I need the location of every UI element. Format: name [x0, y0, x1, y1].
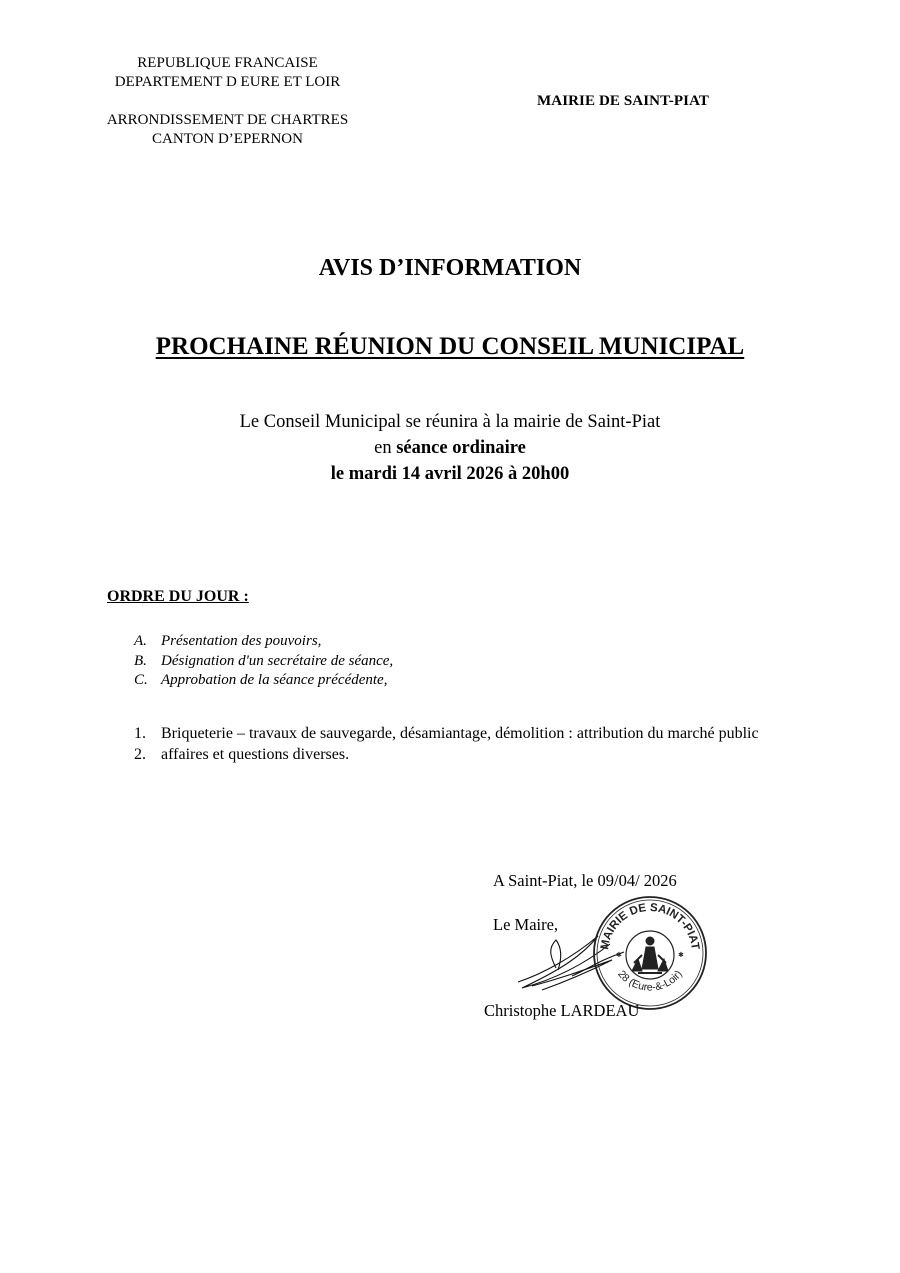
list-item	[134, 632, 393, 652]
list-marker: C.	[134, 672, 148, 688]
list-item-text: Présentation des pouvoirs,	[161, 633, 322, 649]
list-item-text: affaires et questions diverses.	[161, 746, 350, 763]
svg-text:28 (Eure-&-Loir)	[615, 968, 685, 993]
seal-text-bottom: 28 (Eure-&-Loir)	[615, 968, 685, 994]
agenda-numbered-list	[134, 724, 814, 766]
svg-text:✱: ✱	[678, 951, 684, 959]
intro-line-2	[0, 435, 900, 461]
signer-name: Christophe LARDEAU	[484, 1001, 640, 1020]
intro-prefix: en	[374, 438, 397, 458]
header-mairie: MAIRIE DE SAINT-PIAT	[537, 93, 710, 109]
list-item	[134, 745, 814, 765]
agenda-heading: ORDRE DU JOUR :	[107, 588, 249, 605]
header-left-block	[100, 54, 355, 149]
list-item-text: Briqueterie – travaux de sauvegarde, désamiantage, démolition : attribution du marché public	[161, 725, 759, 742]
list-marker: B.	[134, 652, 147, 669]
list-marker: A.	[134, 633, 147, 649]
list-item-text: Désignation d'un secrétaire de séance,	[161, 652, 394, 669]
list-marker: 2.	[134, 746, 146, 763]
meeting-intro	[0, 409, 900, 487]
seal-text-top: MAIRIE DE SAINT-PIAT	[598, 901, 701, 951]
list-item	[134, 671, 393, 691]
intro-line-1: Le Conseil Municipal se réunira à la mairie de Saint-Piat	[239, 412, 661, 432]
page-title: AVIS D’INFORMATION	[318, 255, 582, 281]
svg-text:✱: ✱	[616, 951, 622, 959]
page-subtitle: PROCHAINE RÉUNION DU CONSEIL MUNICIPAL	[155, 333, 745, 360]
list-item	[134, 652, 393, 672]
header-line-departement: DEPARTEMENT D EURE ET LOIR	[114, 74, 341, 90]
header-line-canton: CANTON D’EPERNON	[152, 131, 303, 147]
header-line-republique: REPUBLIQUE FRANCAISE	[137, 55, 318, 71]
list-marker: 1.	[134, 725, 146, 742]
official-seal	[590, 893, 710, 1013]
place-date: A Saint-Piat, le 09/04/ 2026	[493, 871, 677, 890]
signer-role: Le Maire,	[493, 915, 559, 934]
session-type: séance ordinaire	[396, 438, 526, 458]
header-line-arrondissement: ARRONDISSEMENT DE CHARTRES	[106, 112, 349, 128]
list-item-text: Approbation de la séance précédente,	[161, 672, 388, 688]
agenda-lettered-list	[134, 632, 393, 691]
meeting-date: le mardi 14 avril 2026 à 20h00	[330, 464, 570, 484]
list-item	[134, 724, 814, 744]
seal-emblem-icon	[632, 937, 668, 973]
